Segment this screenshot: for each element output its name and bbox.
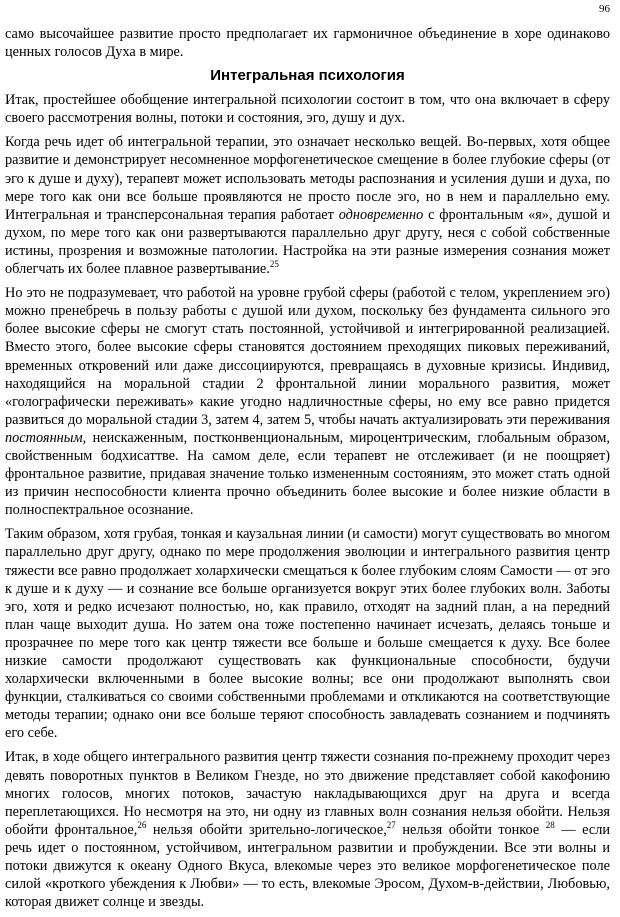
paragraph-5-text-b: нельзя обойти зрительно-логическое, — [146, 821, 387, 838]
page-number: 96 — [599, 3, 610, 15]
paragraph-2-text-b: с фронтальным «я», душой и духом, по мере того как они развертываются параллельно друг другу, неся с собой собственные истины, прозрения и возможные патологии. Настройка на эти разные измерения сознания может облегчать их более плавное развертывание. — [5, 206, 610, 278]
section-heading: Интегральная психология — [210, 67, 405, 85]
paragraph-4: Таким образом, хотя грубая, тонкая и каузальная линии (и самости) могут существовать во многом параллельно друг другу, однако по мере продолжения эволюции и интегрального развития центр тяжести все равно продолжает холархически смещаться к более глубоким слоям Самости — от эго к душе и к духу — и сознание все больше организуется вокруг этих более глубоких волн. Заботы эго, хотя и редко исчезают полностью, но, как правило, отходят на задний план, а на передний план чаще выходит душа. Но затем она тоже постепенно начинает исчезать, делаясь тоньше и прозрачнее по мере того как центр тяжести все больше и больше смещается к духу. Все более низкие самости продолжают существовать как функциональные способности, будучи холархически включенными в более высокие волны; все они продолжают выполнять свои функции, сталкиваться со своими собственными проблемами и откликаются на соответствующие методы терапии; однако они все больше теряют способность завладевать сознанием и подчинять его себе. — [5, 526, 610, 742]
footnote-ref-25[interactable]: 25 — [269, 259, 279, 270]
paragraph-5-text-c: нельзя обойти тонкое — [395, 821, 546, 838]
footnote-ref-26[interactable]: 26 — [137, 820, 147, 831]
paragraph-2-text-a: Когда речь идет об интегральной терапии, это означает несколько вещей. Во-первых, хотя общее развитие и демонстрирует несомненное морфогенетическое смещение в более глубокие сферы (от эго к душе и духу), терапевт может использовать методы распознания и усиления души и духа, по мере того как они все больше проявляются не просто после эго, но в нем и параллельно ему. Интегральная и трансперсональная терапия работает — [5, 134, 610, 223]
emphasis-simultaneously: одновременно — [338, 206, 424, 223]
paragraph-3-text-a: Но это не подразумевает, что работой на уровне грубой сферы (работой с телом, укреплением эго) можно пренебречь в пользу работы с душой или духом, поскольку без фундамента сильного эго более высокие сферы не смогут стать постоянной, устойчивой и интегрированной реализацией. Вместо этого, более высокие сферы становятся достоянием преходящих пиковых переживаний, временных откровений или даже диссоциируются, превращаясь в духовные кризисы. Индивид, находящийся на моральной стадии 2 фронтальной линии морального развития, может «голографически переживать» какие угодно надличностные сферы, но ему все равно придется развиться до моральной стадии 3, затем 4, затем 5, чтобы начать актуализировать эти переживания — [5, 285, 610, 428]
footnote-ref-28[interactable]: 28 — [545, 820, 555, 831]
emphasis-permanently: постоянным — [5, 429, 83, 446]
paragraph-5-text-a: Итак, в ходе общего интегрального развития центр тяжести сознания по-прежнему проходит через девять поворотных пунктов в Великом Гнезде, но это движение представляет собой какофонию многих голосов, многих потоков, зачастую накладывающихся друг на друга и всегда переплетающихся. Но несмотря на это, ни одну из главных волн сознания нельзя обойти. Нельзя обойти фронтальное, — [5, 749, 610, 838]
intro-paragraph: само высочайшее развитие просто предполагает их гармоничное объединение в хоре одинаково ценных голосов Духа в мире. — [5, 26, 610, 61]
paragraph-5 — [5, 748, 610, 911]
paragraph-1: Итак, простейшее обобщение интегральной психологии состоит в том, что она включает в сферу своего рассмотрения волны, потоки и состояния, эго, душу и дух. — [5, 92, 610, 127]
paragraph-3-text-b: , неискаженным, постконвенциональным, мироцентрическим, глобальным образом, свойственным бодхисаттве. На самом деле, если терапевт не отслеживает (и не поощряет) фронтальное развитие, придавая значение только измененным состояниям, это может стать одной из причин неспособности клиента прочно объединить более высокие и более низкие области в полноспектральное осознание. — [5, 429, 610, 519]
paragraph-5-text-d: — если речь идет о постоянном, устойчивом, интегральном развитии и пробуждении. Все эти волны и потоки движутся к океану Одного Вкуса, влекомые через это великое морфогенетическое поле силой «кроткого убеждения к Любви» — то есть, влекомые Эросом, Духом-в-действии, Любовью, которая движет солнце и звезды. — [5, 821, 610, 911]
paragraph-3 — [5, 284, 610, 519]
paragraph-2 — [5, 133, 610, 278]
page-content — [5, 25, 610, 917]
footnote-ref-27[interactable]: 27 — [386, 820, 396, 831]
